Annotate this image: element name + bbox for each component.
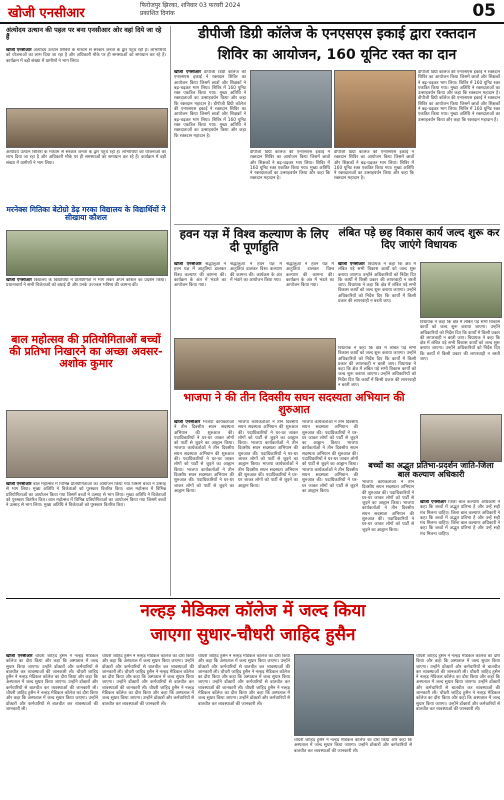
bjp-body-col4: भाजपा कार्यकर्ताओं ने तीन दिवसीय सघन सदस्यता अभियान की शुरुआत की। पदाधिकारियों ने घर-घर जाकर लोगों को पार्टी से जुड़ने का आह्वान किया। भाजपा कार्यकर्ताओं ने तीन दिवसीय सघन सदस्यता अभियान की शुरुआत की। पदाधिकारियों ने घर-घर जाकर लोगों को पार्टी से जुड़ने का आह्वान किया। <box>362 480 414 533</box>
lead-body-col2: डीपीजी डिग्री कॉलेज की एनएसएस इकाई ने रक्तदान शिविर का आयोजन किया जिसमें छात्रों और शिक्षकों ने बढ़-चढ़कर भाग लिया। शिविर में 160 यूनिट रक्त एकत्रित किया गया। मुख्य अतिथि ने रक्तदाताओं का उत्साहवर्धन किया और कहा कि रक्तदान महादान है। <box>250 150 330 182</box>
havan-photo <box>174 338 336 390</box>
pending-photo <box>420 262 502 318</box>
bjp-body-col3: भाजपा कार्यकर्ताओं ने तीन दिवसीय सघन सदस्यता अभियान की शुरुआत की। पदाधिकारियों ने घर-घर जाकर लोगों को पार्टी से जुड़ने का आह्वान किया। भाजपा कार्यकर्ताओं ने तीन दिवसीय सघन सदस्यता अभियान की शुरुआत की। पदाधिकारियों ने घर-घर जाकर लोगों को पार्टी से जुड़ने का आह्वान किया। भाजपा कार्यकर्ताओं ने तीन दिवसीय सघन सदस्यता अभियान की शुरुआत की। पदाधिकारियों ने घर-घर जाकर लोगों को पार्टी से जुड़ने का आह्वान किया। <box>302 420 358 494</box>
college-body: खोजी एनसीआर विद्यालय के विद्यार्थियों ने प्रतियोगिता में भाग लेकर अपने कौशल का प्रदर्शन किया। प्रधानाचार्य ने सभी विजेताओं को बधाई दी और उनके उज्ज्वल भविष्य की कामना की। <box>6 278 166 289</box>
bjp-body-col1: खोजी एनसीआर भाजपा कार्यकर्ताओं ने तीन दिवसीय सघन सदस्यता अभियान की शुरुआत की। पदाधिकारियों ने घर-घर जाकर लोगों को पार्टी से जुड़ने का आह्वान किया। भाजपा कार्यकर्ताओं ने तीन दिवसीय सघन सदस्यता अभियान की शुरुआत की। पदाधिकारियों ने घर-घर जाकर लोगों को पार्टी से जुड़ने का आह्वान किया। भाजपा कार्यकर्ताओं ने तीन दिवसीय सघन सदस्यता अभियान की शुरुआत की। पदाधिकारियों ने घर-घर जाकर लोगों को पार्टी से जुड़ने का आह्वान किया। <box>174 420 234 494</box>
pending-body-col2: विधायक ने कहा कि क्षेत्र में लंबित पड़े सभी विकास कार्यों को जल्द शुरू कराया जाएगा। उन्होंने अधिकारियों को निर्देश दिए कि कार्यों में किसी प्रकार की लापरवाही न बरती जाए। विधायक ने कहा कि क्षेत्र में लंबित पड़े सभी विकास कार्यों को जल्द शुरू कराया जाएगा। उन्होंने अधिकारियों को निर्देश दिए कि कार्यों में किसी प्रकार की लापरवाही न बरती जाए। <box>338 346 416 389</box>
masthead <box>0 0 504 24</box>
rule-after-lead <box>174 224 500 225</box>
pending-headline: लंबित पड़े छह विकास कार्य जल्द शुरू कर दिए जाएंगे विधायक <box>338 227 500 251</box>
date-line: फिरोजपुर झिरका, शनिवार 03 फरवरी 2024 <box>140 2 241 9</box>
lead-body-col1: खोजी एनसीआर डीपीजी डिग्री कॉलेज की एनएसएस इकाई ने रक्तदान शिविर का आयोजन किया जिसमें छात्रों और शिक्षकों ने बढ़-चढ़कर भाग लिया। शिविर में 160 यूनिट रक्त एकत्रित किया गया। मुख्य अतिथि ने रक्तदाताओं का उत्साहवर्धन किया और कहा कि रक्तदान महादान है। डीपीजी डिग्री कॉलेज की एनएसएस इकाई ने रक्तदान शिविर का आयोजन किया जिसमें छात्रों और शिक्षकों ने बढ़-चढ़कर भाग लिया। शिविर में 160 यूनिट रक्त एकत्रित किया गया। मुख्य अतिथि ने रक्तदाताओं का उत्साहवर्धन किया और कहा कि रक्तदान महादान है। <box>174 70 246 139</box>
college-photo <box>6 230 168 276</box>
top-left-text: अंत्योदय उत्थान शिविरों के माध्यम से सरकार जनता के द्वार पहुंच रही है। लाभार्थियों को योजनाओं का लाभ दिया जा रहा है और अधिकारी मौके पर ही समस्याओं का समाधान कर रहे हैं। कार्यक्रम में बड़ी संख्या में ग्रामीणों ने भाग लिया। <box>6 48 166 64</box>
pending-body-col3: विधायक ने कहा कि क्षेत्र में लंबित पड़े सभी विकास कार्यों को जल्द शुरू कराया जाएगा। उन्होंने अधिकारियों को निर्देश दिए कि कार्यों में किसी प्रकार की लापरवाही न बरती जाए। विधायक ने कहा कि क्षेत्र में लंबित पड़े सभी विकास कार्यों को जल्द शुरू कराया जाएगा। उन्होंने अधिकारियों को निर्देश दिए कि कार्यों में किसी प्रकार की लापरवाही न बरती जाए। <box>420 320 500 363</box>
medical-photo <box>294 654 414 736</box>
college-headline: मरनेक्स गितिका बेटोग्रो डेढ़ गरका विद्यालय के विद्यार्थियों ने सीखाया कौशल <box>6 205 166 223</box>
talent-headline: बच्चों का अद्भुत प्रतिभा-प्रदर्शन जाति-जिला बाल कल्याण अधिकारी <box>368 461 494 479</box>
rule-before-medical <box>6 598 500 599</box>
havan-body-col1: खोजी एनसीआर श्रद्धालुओं ने हवन यज्ञ में आहुतियां डालकर विश्व कल्याण की कामना की। कार्यक्रम के अंत में भंडारे का आयोजन किया गया। <box>174 262 226 289</box>
talent-photo <box>420 414 502 462</box>
festival-headline: बाल महोत्सव की प्रतियोगिताओं बच्चों की प्रतिभा निखारने का अच्छा अवसर-अशोक कुमार <box>9 333 163 371</box>
medical-headline-line1: नल्हड़ मेडिकल कॉलेज में जल्द किया <box>140 601 366 621</box>
lead-photo-1 <box>250 70 332 148</box>
lead-headline-line2: शिविर का आयोजन, 160 यूनिट रक्त का दान <box>217 47 457 63</box>
medical-headline-line2: जाएगा सुधार-चौधरी जाहिद हुसैन <box>150 625 356 645</box>
medical-body-col1: खोजी एनसीआर चौधरी जाहिद हुसैन ने नल्हड़ मेडिकल कॉलेज का दौरा किया और कहा कि अस्पताल में जल्द सुधार किया जाएगा। उन्होंने डॉक्टरों और कर्मचारियों से बातचीत कर व्यवस्थाओं की जानकारी ली। चौधरी जाहिद हुसैन ने नल्हड़ मेडिकल कॉलेज का दौरा किया और कहा कि अस्पताल में जल्द सुधार किया जाएगा। उन्होंने डॉक्टरों और कर्मचारियों से बातचीत कर व्यवस्थाओं की जानकारी ली। चौधरी जाहिद हुसैन ने नल्हड़ मेडिकल कॉलेज का दौरा किया और कहा कि अस्पताल में जल्द सुधार किया जाएगा। उन्होंने डॉक्टरों और कर्मचारियों से बातचीत कर व्यवस्थाओं की जानकारी ली। <box>6 654 98 712</box>
masthead-meta <box>140 2 240 18</box>
bjp-body-col2: भाजपा कार्यकर्ताओं ने तीन दिवसीय सघन सदस्यता अभियान की शुरुआत की। पदाधिकारियों ने घर-घर जाकर लोगों को पार्टी से जुड़ने का आह्वान किया। भाजपा कार्यकर्ताओं ने तीन दिवसीय सघन सदस्यता अभियान की शुरुआत की। पदाधिकारियों ने घर-घर जाकर लोगों को पार्टी से जुड़ने का आह्वान किया। भाजपा कार्यकर्ताओं ने तीन दिवसीय सघन सदस्यता अभियान की शुरुआत की। पदाधिकारियों ने घर-घर जाकर लोगों को पार्टी से जुड़ने का आह्वान किया। <box>238 420 298 489</box>
meta-line: प्रकाशित दिनांक <box>140 10 175 17</box>
top-left-body <box>6 48 166 106</box>
medical-body-col5: चौधरी जाहिद हुसैन ने नल्हड़ मेडिकल कॉलेज का दौरा किया और कहा कि अस्पताल में जल्द सुधार किया जाएगा। उन्होंने डॉक्टरों और कर्मचारियों से बातचीत कर व्यवस्थाओं की जानकारी ली। चौधरी जाहिद हुसैन ने नल्हड़ मेडिकल कॉलेज का दौरा किया और कहा कि अस्पताल में जल्द सुधार किया जाएगा। उन्होंने डॉक्टरों और कर्मचारियों से बातचीत कर व्यवस्थाओं की जानकारी ली। चौधरी जाहिद हुसैन ने नल्हड़ मेडिकल कॉलेज का दौरा किया और कहा कि अस्पताल में जल्द सुधार किया जाएगा। उन्होंने डॉक्टरों और कर्मचारियों से बातचीत कर व्यवस्थाओं की जानकारी ली। <box>416 654 500 712</box>
medical-body-col4: चौधरी जाहिद हुसैन ने नल्हड़ मेडिकल कॉलेज का दौरा किया और कहा कि अस्पताल में जल्द सुधार किया जाएगा। उन्होंने डॉक्टरों और कर्मचारियों से बातचीत कर व्यवस्थाओं की जानकारी ली। <box>294 738 412 754</box>
medical-body-col2: चौधरी जाहिद हुसैन ने नल्हड़ मेडिकल कॉलेज का दौरा किया और कहा कि अस्पताल में जल्द सुधार किया जाएगा। उन्होंने डॉक्टरों और कर्मचारियों से बातचीत कर व्यवस्थाओं की जानकारी ली। चौधरी जाहिद हुसैन ने नल्हड़ मेडिकल कॉलेज का दौरा किया और कहा कि अस्पताल में जल्द सुधार किया जाएगा। उन्होंने डॉक्टरों और कर्मचारियों से बातचीत कर व्यवस्थाओं की जानकारी ली। चौधरी जाहिद हुसैन ने नल्हड़ मेडिकल कॉलेज का दौरा किया और कहा कि अस्पताल में जल्द सुधार किया जाएगा। उन्होंने डॉक्टरों और कर्मचारियों से बातचीत कर व्यवस्थाओं की जानकारी ली। <box>102 654 194 707</box>
medical-body-col3: चौधरी जाहिद हुसैन ने नल्हड़ मेडिकल कॉलेज का दौरा किया और कहा कि अस्पताल में जल्द सुधार किया जाएगा। उन्होंने डॉक्टरों और कर्मचारियों से बातचीत कर व्यवस्थाओं की जानकारी ली। चौधरी जाहिद हुसैन ने नल्हड़ मेडिकल कॉलेज का दौरा किया और कहा कि अस्पताल में जल्द सुधार किया जाएगा। उन्होंने डॉक्टरों और कर्मचारियों से बातचीत कर व्यवस्थाओं की जानकारी ली। चौधरी जाहिद हुसैन ने नल्हड़ मेडिकल कॉलेज का दौरा किया और कहा कि अस्पताल में जल्द सुधार किया जाएगा। उन्होंने डॉक्टरों और कर्मचारियों से बातचीत कर व्यवस्थाओं की जानकारी ली। <box>198 654 290 707</box>
lead-body-col3: डीपीजी डिग्री कॉलेज की एनएसएस इकाई ने रक्तदान शिविर का आयोजन किया जिसमें छात्रों और शिक्षकों ने बढ़-चढ़कर भाग लिया। शिविर में 160 यूनिट रक्त एकत्रित किया गया। मुख्य अतिथि ने रक्तदाताओं का उत्साहवर्धन किया और कहा कि रक्तदान महादान है। <box>334 150 414 182</box>
talent-body: खोजी एनसीआर जिला बाल कल्याण अधिकारी ने कहा कि बच्चों में अद्भुत प्रतिभा है और उन्हें सही मंच मिलना चाहिए। जिला बाल कल्याण अधिकारी ने कहा कि बच्चों में अद्भुत प्रतिभा है और उन्हें सही मंच मिलना चाहिए। जिला बाल कल्याण अधिकारी ने कहा कि बच्चों में अद्भुत प्रतिभा है और उन्हें सही मंच मिलना चाहिए। <box>420 500 500 537</box>
top-left-headline: अंत्योदय उत्थान की पहल पर बना एनसीआर ओर वहां दिये जा रहे हैं <box>6 26 162 42</box>
festival-photo <box>6 410 168 478</box>
havan-body-col2: श्रद्धालुओं ने हवन यज्ञ में आहुतियां डालकर विश्व कल्याण की कामना की। कार्यक्रम के अंत में भंडारे का आयोजन किया गया। <box>230 262 282 283</box>
bjp-headline: भाजपा ने की तीन दिवसीय सघन सदस्यता अभियान की शुरुआत <box>183 391 405 417</box>
festival-body: खोजी एनसीआर बाल महोत्सव में विभिन्न प्रतियोगिताओं का आयोजन किया गया जिसमें बच्चों ने उत्साह से भाग लिया। मुख्य अतिथि ने विजेताओं को पुरस्कार वितरित किए। बाल महोत्सव में विभिन्न प्रतियोगिताओं का आयोजन किया गया जिसमें बच्चों ने उत्साह से भाग लिया। मुख्य अतिथि ने विजेताओं को पुरस्कार वितरित किए। बाल महोत्सव में विभिन्न प्रतियोगिताओं का आयोजन किया गया जिसमें बच्चों ने उत्साह से भाग लिया। मुख्य अतिथि ने विजेताओं को पुरस्कार वितरित किए। <box>6 482 166 509</box>
brand-title: खोजी एनसीआर <box>8 6 85 21</box>
page-number: 05 <box>472 1 496 21</box>
column-rule-left <box>170 26 171 596</box>
havan-body-col3: श्रद्धालुओं ने हवन यज्ञ में आहुतियां डालकर विश्व कल्याण की कामना की। कार्यक्रम के अंत में भंडारे का आयोजन किया गया। <box>286 262 334 289</box>
top-left-byline: खोजी एनसीआर <box>6 48 34 53</box>
lead-photo-2 <box>334 70 416 148</box>
pending-body-col1: खोजी एनसीआर विधायक ने कहा कि क्षेत्र में लंबित पड़े सभी विकास कार्यों को जल्द शुरू कराया जाएगा। उन्होंने अधिकारियों को निर्देश दिए कि कार्यों में किसी प्रकार की लापरवाही न बरती जाए। विधायक ने कहा कि क्षेत्र में लंबित पड़े सभी विकास कार्यों को जल्द शुरू कराया जाएगा। उन्होंने अधिकारियों को निर्देश दिए कि कार्यों में किसी प्रकार की लापरवाही न बरती जाए। <box>338 262 416 305</box>
top-left-body-2: अंत्योदय उत्थान शिविरों के माध्यम से सरकार जनता के द्वार पहुंच रही है। लाभार्थियों को योजनाओं का लाभ दिया जा रहा है और अधिकारी मौके पर ही समस्याओं का समाधान कर रहे हैं। कार्यक्रम में बड़ी संख्या में ग्रामीणों ने भाग लिया। <box>6 150 166 166</box>
top-left-photo <box>6 108 168 148</box>
havan-headline: हवन यज्ञ में विश्व कल्याण के लिए दी पूर्णाहुति <box>179 227 329 255</box>
lead-headline-line1: डीपीजी डिग्री कॉलेज के एनएसएस इकाई द्वारा रक्तदान <box>198 26 476 42</box>
lead-body-col4: डीपीजी डिग्री कॉलेज की एनएसएस इकाई ने रक्तदान शिविर का आयोजन किया जिसमें छात्रों और शिक्षकों ने बढ़-चढ़कर भाग लिया। शिविर में 160 यूनिट रक्त एकत्रित किया गया। मुख्य अतिथि ने रक्तदाताओं का उत्साहवर्धन किया और कहा कि रक्तदान महादान है। डीपीजी डिग्री कॉलेज की एनएसएस इकाई ने रक्तदान शिविर का आयोजन किया जिसमें छात्रों और शिक्षकों ने बढ़-चढ़कर भाग लिया। शिविर में 160 यूनिट रक्त एकत्रित किया गया। मुख्य अतिथि ने रक्तदाताओं का उत्साहवर्धन किया और कहा कि रक्तदान महादान है। <box>418 70 500 123</box>
